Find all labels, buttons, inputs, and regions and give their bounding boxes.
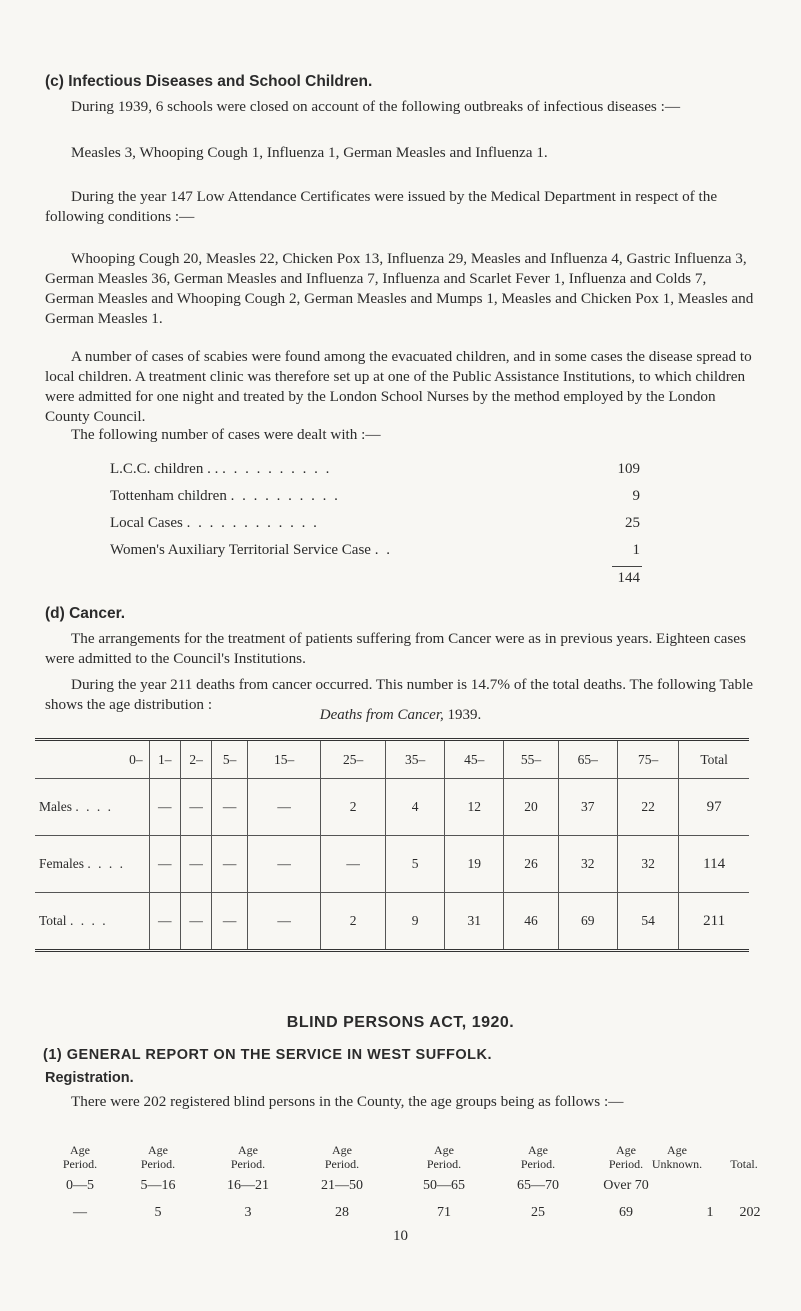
age-range: Over 70 bbox=[603, 1178, 649, 1193]
row-label bbox=[35, 893, 149, 951]
heading-infectious-diseases: (c) Infectious Diseases and School Children. bbox=[45, 73, 373, 90]
table-cell: 9 bbox=[386, 893, 445, 951]
case-label: L.C.C. children . . bbox=[110, 461, 219, 477]
case-count: 25 bbox=[625, 515, 640, 531]
table-cell: 19 bbox=[445, 836, 504, 893]
caption-year: 1939. bbox=[447, 707, 482, 723]
row-label bbox=[35, 779, 149, 836]
caption-italic: Deaths from Cancer, bbox=[319, 707, 444, 723]
column-header: Period. bbox=[140, 1157, 176, 1171]
list-item bbox=[110, 542, 392, 559]
age-count: — bbox=[73, 1205, 87, 1220]
table-caption bbox=[0, 707, 801, 724]
table-cell: 46 bbox=[504, 893, 558, 951]
table-cell: — bbox=[149, 836, 180, 893]
column-header: 75– bbox=[617, 740, 678, 779]
age-column bbox=[640, 1143, 714, 1171]
age-count: 5 bbox=[154, 1205, 162, 1220]
table-cell: 2 bbox=[321, 779, 386, 836]
table-cell: — bbox=[149, 779, 180, 836]
table-cell: — bbox=[180, 779, 211, 836]
paragraph-cancer-deaths: During the year 211 deaths from cancer occurred. This number is 14.7% of the total deaths. The following Table shows the age distribution : bbox=[45, 676, 754, 713]
table-cell: 12 bbox=[445, 779, 504, 836]
table-cell: 114 bbox=[679, 836, 749, 893]
table-cell: 31 bbox=[445, 893, 504, 951]
age-range: 50—65 bbox=[423, 1178, 465, 1193]
column-header: Age bbox=[667, 1143, 687, 1157]
table-cell: — bbox=[212, 779, 248, 836]
paragraph-outbreaks: Measles 3, Whooping Cough 1, Influenza 1, German Measles and Influenza 1. bbox=[71, 144, 548, 161]
table-cell: 5 bbox=[386, 836, 445, 893]
row-label bbox=[35, 836, 149, 893]
table-cell: — bbox=[180, 893, 211, 951]
table-cell: 211 bbox=[679, 893, 749, 951]
row-label-text: Males bbox=[39, 799, 72, 814]
table-cell: — bbox=[212, 836, 248, 893]
table-cell: 4 bbox=[386, 779, 445, 836]
column-header: 0– bbox=[35, 740, 149, 779]
column-header: 1– bbox=[149, 740, 180, 779]
column-header: 45– bbox=[445, 740, 504, 779]
column-header: Age bbox=[528, 1143, 548, 1157]
paragraph-schools-closed: During 1939, 6 schools were closed on account of the following outbreaks of infectious diseases :— bbox=[71, 98, 681, 115]
table-header-row bbox=[35, 740, 749, 779]
age-range: 21—50 bbox=[321, 1178, 363, 1193]
paragraph-low-attendance: During the year 147 Low Attendance Certificates were issued by the Medical Department in respect of the following conditions :— bbox=[45, 188, 718, 225]
paragraph-cancer-arrangements: The arrangements for the treatment of patients suffering from Cancer were as in previous years. Eighteen cases were admitted to the Council's Institutions. bbox=[45, 630, 746, 667]
case-count: 1 bbox=[632, 542, 640, 558]
column-header: Age bbox=[70, 1143, 90, 1157]
table-cell: — bbox=[248, 779, 321, 836]
leader-dots: . . . . . . . . . . . . bbox=[186, 515, 319, 531]
column-header: 15– bbox=[248, 740, 321, 779]
column-header: Age bbox=[332, 1143, 352, 1157]
case-label: Tottenham children bbox=[110, 488, 227, 504]
age-range: 65—70 bbox=[517, 1178, 559, 1193]
column-header: Period. bbox=[520, 1157, 556, 1171]
table-row bbox=[35, 893, 749, 951]
sum-rule bbox=[612, 566, 642, 567]
age-range: 5—16 bbox=[140, 1178, 176, 1193]
column-header bbox=[718, 1143, 770, 1157]
age-count: 71 bbox=[437, 1205, 451, 1220]
column-header: Unknown. bbox=[651, 1157, 703, 1171]
heading-registration: Registration. bbox=[45, 1070, 134, 1086]
list-item bbox=[110, 515, 319, 532]
cancer-deaths-table bbox=[35, 738, 749, 952]
heading-blind-persons-act: BLIND PERSONS ACT, 1920. bbox=[286, 1014, 515, 1031]
age-column bbox=[718, 1143, 770, 1171]
table-cell: 54 bbox=[617, 893, 678, 951]
table-row bbox=[35, 836, 749, 893]
column-header: Period. bbox=[324, 1157, 360, 1171]
table-cell: 26 bbox=[504, 836, 558, 893]
column-header: Age bbox=[148, 1143, 168, 1157]
leader-dots: . . . . bbox=[75, 799, 113, 814]
column-header: 55– bbox=[504, 740, 558, 779]
column-header: Period. bbox=[608, 1157, 644, 1171]
case-count: 9 bbox=[632, 488, 640, 504]
column-header: Age bbox=[616, 1143, 636, 1157]
table-cell: 2 bbox=[321, 893, 386, 951]
paragraph-cases-dealt: The following number of cases were dealt with :— bbox=[71, 426, 381, 443]
age-column bbox=[314, 1143, 370, 1171]
list-item bbox=[110, 488, 340, 505]
column-header: 35– bbox=[386, 740, 445, 779]
paragraph-registered-blind: There were 202 registered blind persons in the County, the age groups being as follows :— bbox=[71, 1093, 624, 1110]
list-item bbox=[110, 461, 331, 478]
age-column bbox=[510, 1143, 566, 1171]
age-column bbox=[52, 1143, 108, 1171]
age-column bbox=[130, 1143, 186, 1171]
table-cell: — bbox=[212, 893, 248, 951]
leader-dots: . . . . bbox=[87, 856, 125, 871]
table-row bbox=[35, 779, 749, 836]
table-cell: 37 bbox=[558, 779, 617, 836]
table-cell: 22 bbox=[617, 779, 678, 836]
case-count: 109 bbox=[617, 461, 640, 477]
age-count: 3 bbox=[244, 1205, 252, 1220]
table-cell: 97 bbox=[679, 779, 749, 836]
heading-cancer: (d) Cancer. bbox=[45, 605, 126, 622]
paragraph-scabies: A number of cases of scabies were found among the evacuated children, and in some cases the disease spread to local children. A treatment clinic was therefore set up at one of the Public Assistance Institutions, to which children were admitted for one night and treated by the London School Nurses by the method employed by the London County Council. bbox=[45, 348, 752, 425]
age-count: 28 bbox=[335, 1205, 349, 1220]
table-cell: — bbox=[321, 836, 386, 893]
column-header: Period. bbox=[230, 1157, 266, 1171]
column-header: Period. bbox=[62, 1157, 98, 1171]
age-count: 25 bbox=[531, 1205, 545, 1220]
age-range: 16—21 bbox=[227, 1178, 269, 1193]
heading-general-report: (1) GENERAL REPORT ON THE SERVICE IN WEST SUFFOLK. bbox=[43, 1047, 493, 1063]
column-header: Age bbox=[238, 1143, 258, 1157]
row-label-text: Total bbox=[39, 913, 67, 928]
age-range: 0—5 bbox=[66, 1178, 94, 1193]
column-header: 2– bbox=[180, 740, 211, 779]
age-column bbox=[416, 1143, 472, 1171]
column-header: Total bbox=[679, 740, 749, 779]
table-cell: 32 bbox=[617, 836, 678, 893]
table-cell: 69 bbox=[558, 893, 617, 951]
paragraph-conditions: Whooping Cough 20, Measles 22, Chicken Pox 13, Influenza 29, Measles and Influenza 4, Gastric Influenza 3, German Measles 36, German Measles and Influenza 7, Influenza and Scarlet Fever 1, Influenza and Colds 7, German Measles and Whooping Cough 2, German Measles and Mumps 1, Measles and Chicken Pox 1, Measles and German Measles 1. bbox=[45, 250, 754, 327]
table-cell: — bbox=[248, 893, 321, 951]
leader-dots: . . . . bbox=[69, 913, 108, 928]
leader-dots: . . . . . . . . . . bbox=[230, 488, 340, 504]
age-column bbox=[220, 1143, 276, 1171]
column-header: Period. bbox=[426, 1157, 462, 1171]
page-number: 10 bbox=[393, 1228, 408, 1244]
age-count: 69 bbox=[619, 1205, 633, 1220]
column-header: 65– bbox=[558, 740, 617, 779]
table-cell: — bbox=[248, 836, 321, 893]
table-cell: — bbox=[180, 836, 211, 893]
column-header: Total. bbox=[730, 1157, 758, 1171]
column-header: 25– bbox=[321, 740, 386, 779]
table-cell: 20 bbox=[504, 779, 558, 836]
case-label: Local Cases bbox=[110, 515, 183, 531]
age-count: 202 bbox=[739, 1205, 761, 1220]
table-cell: — bbox=[149, 893, 180, 951]
leader-dots: . . bbox=[374, 542, 392, 558]
case-label: Women's Auxiliary Territorial Service Case bbox=[110, 542, 371, 558]
leader-dots: . . . . . . . . . . bbox=[222, 461, 332, 477]
cases-total: 144 bbox=[617, 570, 640, 586]
age-count: 1 bbox=[706, 1205, 714, 1220]
column-header: Age bbox=[434, 1143, 454, 1157]
column-header: 5– bbox=[212, 740, 248, 779]
row-label-text: Females bbox=[39, 856, 84, 871]
table-cell: 32 bbox=[558, 836, 617, 893]
